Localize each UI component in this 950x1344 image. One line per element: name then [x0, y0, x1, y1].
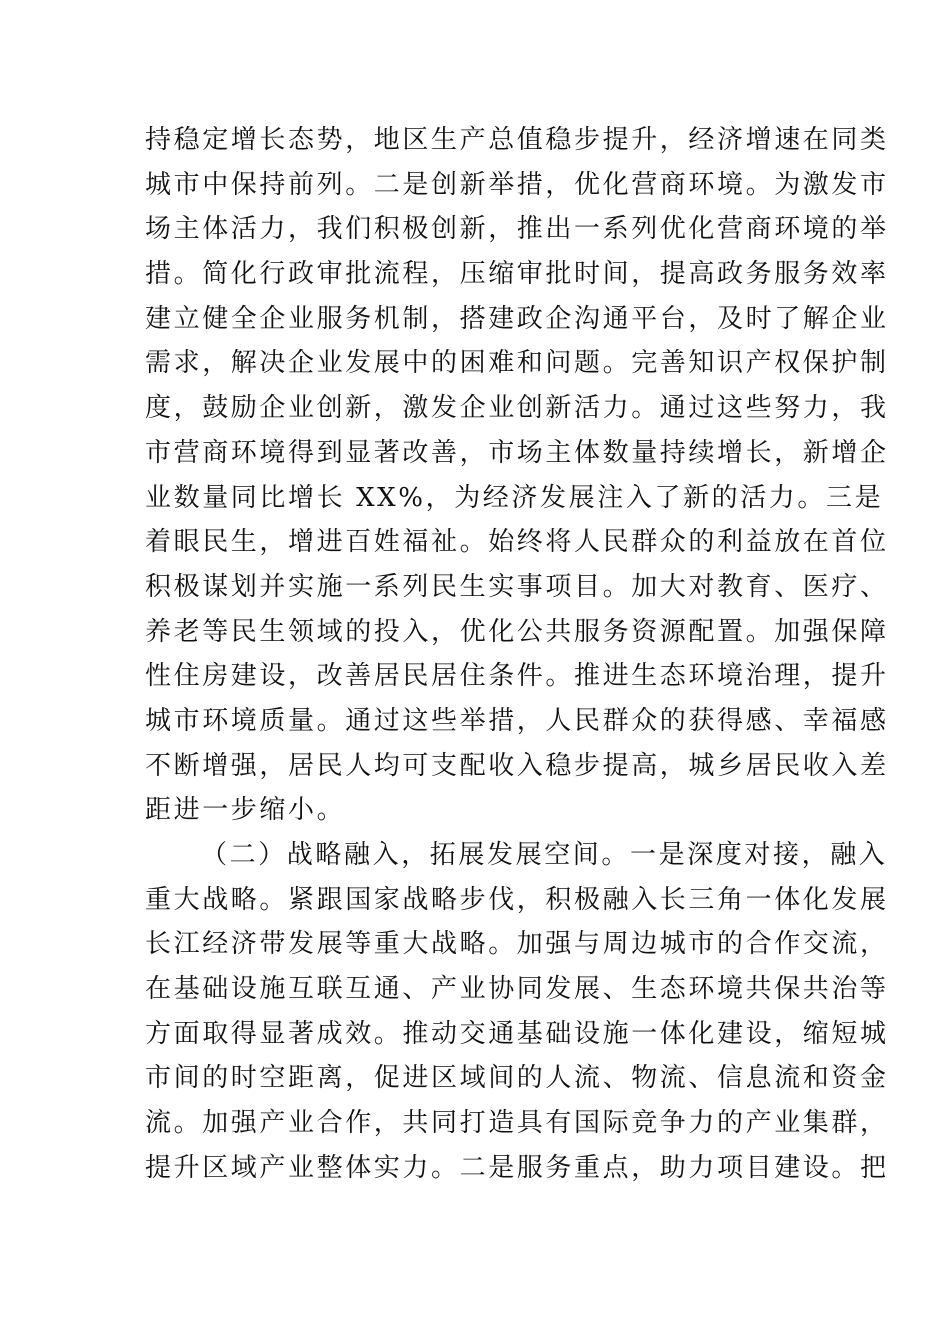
text-line: 方面取得显著成效。推动交通基础设施一体化建设，缩短城 [145, 1018, 889, 1049]
text-line: 养老等民生领域的投入，优化公共服务资源配置。加强保障 [145, 616, 889, 647]
body-text [145, 118, 889, 1191]
text-line: 度，鼓励企业创新，激发企业创新活力。通过这些努力，我 [145, 393, 889, 424]
text-line: 场主体活力，我们积极创新，推出一系列优化营商环境的举 [145, 214, 889, 245]
text-line: 在基础设施互联互通、产业协同发展、生态环境共保共治等 [145, 974, 889, 1005]
text-line: 重大战略。紧跟国家战略步伐，积极融入长三角一体化发展 [145, 884, 889, 915]
text-line: 不断增强，居民人均可支配收入稳步提高，城乡居民收入差 [145, 750, 889, 781]
text-line: 城市环境质量。通过这些举措，人民群众的获得感、幸福感 [145, 705, 889, 736]
text-line: 着眼民生，增进百姓福祉。始终将人民群众的利益放在首位 [145, 527, 889, 558]
text-line: 业数量同比增长 XX%，为经济发展注入了新的活力。三是 [145, 482, 884, 513]
text-line: 市间的时空距离，促进区域间的人流、物流、信息流和资金 [145, 1063, 889, 1094]
text-line: 流。加强产业合作，共同打造具有国际竞争力的产业集群， [145, 1108, 889, 1139]
text-line: 积极谋划并实施一系列民生实事项目。加大对教育、医疗、 [145, 571, 889, 602]
text-line: 措。简化行政审批流程，压缩审批时间，提高政务服务效率 [145, 259, 889, 290]
text-line: 持稳定增长态势，地区生产总值稳步提升，经济增速在同类 [145, 125, 889, 155]
section-heading-line: （二）战略融入，拓展发展空间。一是深度对接，融入 [201, 840, 888, 870]
text-line: 需求，解决企业发展中的困难和问题。完善知识产权保护制 [145, 348, 889, 379]
text-line: 城市中保持前列。二是创新举措，优化营商环境。为激发市 [145, 169, 889, 200]
text-line: 市营商环境得到显著改善，市场主体数量持续增长，新增企 [145, 437, 889, 468]
text-line: 建立健全企业服务机制，搭建政企沟通平台，及时了解企业 [145, 303, 889, 334]
text-line: 长江经济带发展等重大战略。加强与周边城市的合作交流， [145, 929, 889, 960]
text-line: 提升区域产业整体实力。二是服务重点，助力项目建设。把 [145, 1152, 889, 1183]
text-line: 性住房建设，改善居民居住条件。推进生态环境治理，提升 [145, 661, 889, 692]
text-line: 距进一步缩小。 [145, 795, 346, 826]
